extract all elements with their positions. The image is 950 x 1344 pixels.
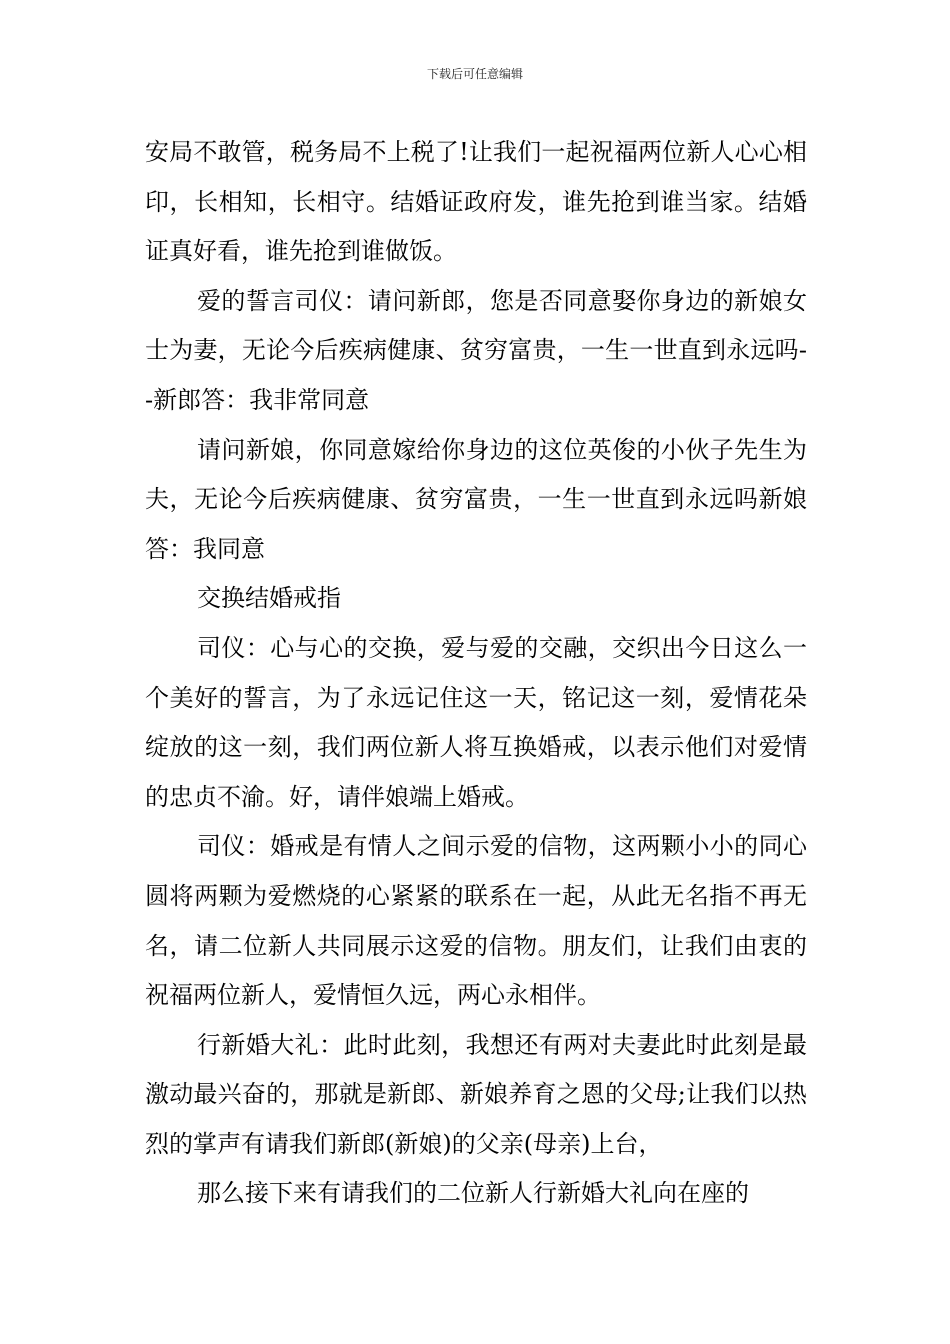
paragraph-3: 请问新娘，你同意嫁给你身边的这位英俊的小伙子先生为夫，无论今后疾病健康、贫穷富贵，一生一世直到永远吗新娘答：我同意: [145, 435, 807, 563]
paragraph-2: 爱的誓言司仪：请问新郎，您是否同意娶你身边的新娘女士为妻，无论今后疾病健康、贫穷富贵，一生一世直到永远吗--新郎答：我非常同意: [145, 286, 807, 414]
paragraph-8: 那么接下来有请我们的二位新人行新婚大礼向在座的: [197, 1179, 749, 1208]
paragraph-1: 安局不敢管，税务局不上税了!让我们一起祝福两位新人心心相印，长相知，长相守。结婚证政府发，谁先抢到谁当家。结婚证真好看，谁先抢到谁做饭。: [145, 138, 807, 266]
paragraph-6: 司仪：婚戒是有情人之间示爱的信物，这两颗小小的同心圆将两颗为爱燃烧的心紧紧的联系在一起，从此无名指不再无名，请二位新人共同展示这爱的信物。朋友们，让我们由衷的祝福两位新人，爱情恒久远，两心永相伴。: [145, 832, 807, 1010]
paragraph-5: 司仪：心与心的交换，爱与爱的交融，交织出今日这么一个美好的誓言，为了永远记住这一天，铭记这一刻，爱情花朵绽放的这一刻，我们两位新人将互换婚戒，以表示他们对爱情的忠贞不渝。好，请伴娘端上婚戒。: [145, 633, 807, 811]
document-body: [145, 128, 807, 1219]
page-header: 下载后可任意编辑: [426, 67, 523, 81]
paragraph-7: 行新婚大礼：此时此刻，我想还有两对夫妻此时此刻是最激动最兴奋的，那就是新郎、新娘养育之恩的父母;让我们以热烈的掌声有请我们新郎(新娘)的父亲(母亲)上台，: [145, 1030, 807, 1158]
paragraph-4: 交换结婚戒指: [197, 584, 341, 613]
